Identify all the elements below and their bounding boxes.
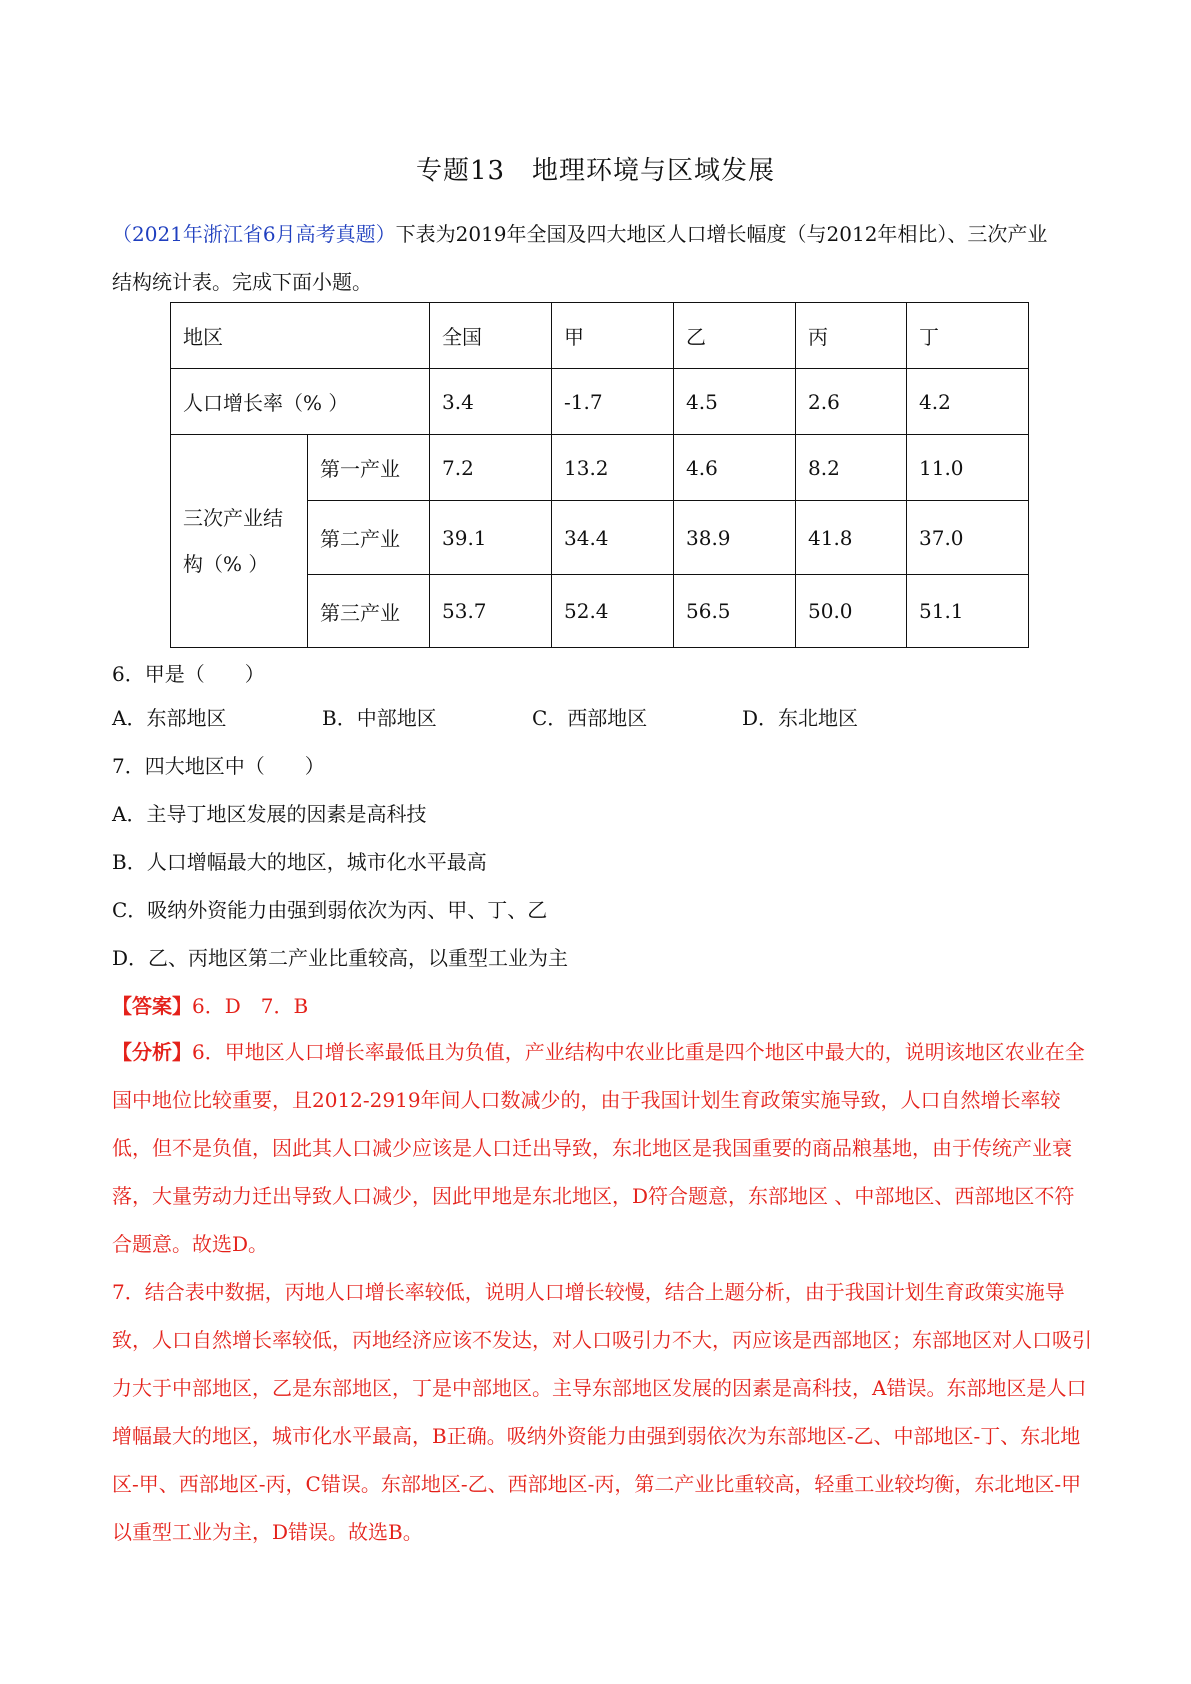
header-cell: 甲 bbox=[552, 303, 674, 369]
table-cell: 34.4 bbox=[552, 501, 674, 575]
row-label: 人口增长率（% ） bbox=[171, 369, 430, 435]
table-cell: 13.2 bbox=[552, 435, 674, 501]
table-cell: 4.5 bbox=[674, 369, 796, 435]
option-d: D．东北地区 bbox=[742, 706, 859, 730]
row-group-label-2: 构（% ） bbox=[183, 552, 269, 576]
table-cell: 4.2 bbox=[907, 369, 1029, 435]
table-header-row bbox=[171, 303, 1029, 369]
option-a: A．东部地区 bbox=[112, 706, 227, 730]
header-cell: 全国 bbox=[430, 303, 552, 369]
page-title: 专题13 地理环境与区域发展 bbox=[415, 156, 776, 186]
table-cell: 4.6 bbox=[674, 435, 796, 501]
answer-line bbox=[112, 990, 308, 1019]
option-c: C．西部地区 bbox=[532, 706, 648, 730]
header-cell: 地区 bbox=[171, 303, 430, 369]
header-cell: 乙 bbox=[674, 303, 796, 369]
table-cell: 7.2 bbox=[430, 435, 552, 501]
question-6-stem: 6．甲是（ ） bbox=[112, 662, 265, 686]
intro-text-1: 下表为2019年全国及四大地区人口增长幅度（与2012年相比）、三次产业 bbox=[395, 222, 1048, 246]
header-cell: 丙 bbox=[796, 303, 907, 369]
table-row bbox=[171, 435, 1029, 501]
answer-label: 【答案】 bbox=[112, 994, 192, 1018]
statistics-table bbox=[170, 302, 1029, 648]
table-cell: 11.0 bbox=[907, 435, 1029, 501]
table-cell: 2.6 bbox=[796, 369, 907, 435]
analysis-paragraph-6 bbox=[112, 1028, 1092, 1268]
option-d: D．乙、丙地区第二产业比重较高，以重型工业为主 bbox=[112, 946, 569, 970]
row-group-label bbox=[171, 435, 308, 648]
analysis-6-text: 6．甲地区人口增长率最低且为负值，产业结构中农业比重是四个地区中最大的，说明该地区农业在全国中地位比较重要，且2012-2919年间人口数减少的，由于我国计划生育政策实施导致，人口自然增长率较低，但不是负值，因此其人口减少应该是人口迁出导致，东北地区是我国重要的商品粮基地，由于传统产业衰落，大量劳动力迁出导致人口减少，因此甲地是东北地区，D符合题意，东部地区 、中部地区、西部地区不符合题意。故选D。 bbox=[112, 1040, 1085, 1256]
intro-line-2: 结构统计表。完成下面小题。 bbox=[112, 270, 372, 294]
answer-text: 6．D 7．B bbox=[192, 994, 309, 1018]
table-cell: 3.4 bbox=[430, 369, 552, 435]
table-cell: -1.7 bbox=[552, 369, 674, 435]
question-7-stem: 7．四大地区中（ ） bbox=[112, 754, 325, 778]
table-cell: 56.5 bbox=[674, 575, 796, 648]
table-cell: 41.8 bbox=[796, 501, 907, 575]
row-label: 第三产业 bbox=[308, 575, 430, 648]
table-cell: 50.0 bbox=[796, 575, 907, 648]
table-cell: 52.4 bbox=[552, 575, 674, 648]
row-group-label-1: 三次产业结 bbox=[183, 506, 283, 530]
table-cell: 38.9 bbox=[674, 501, 796, 575]
option-b: B．中部地区 bbox=[322, 706, 437, 730]
table-cell: 8.2 bbox=[796, 435, 907, 501]
table-cell: 39.1 bbox=[430, 501, 552, 575]
intro-line-1 bbox=[112, 218, 1047, 247]
analysis-label: 【分析】 bbox=[112, 1040, 192, 1064]
table-cell: 37.0 bbox=[907, 501, 1029, 575]
row-label: 第一产业 bbox=[308, 435, 430, 501]
option-c: C．吸纳外资能力由强到弱依次为丙、甲、丁、乙 bbox=[112, 898, 548, 922]
row-label: 第二产业 bbox=[308, 501, 430, 575]
option-a: A．主导丁地区发展的因素是高科技 bbox=[112, 802, 427, 826]
analysis-paragraph-7: 7．结合表中数据，丙地人口增长率较低，说明人口增长较慢，结合上题分析，由于我国计划生育政策实施导致，人口自然增长率较低，丙地经济应该不发达，对人口吸引力不大，丙应该是西部地区；东部地区对人口吸引力大于中部地区，乙是东部地区，丁是中部地区。主导东部地区发展的因素是高科技，A错误。东部地区是人口增幅最大的地区，城市化水平最高，B正确。吸纳外资能力由强到弱依次为东部地区-乙、中部地区-丁、东北地区-甲、西部地区-丙，C错误。东部地区-乙、西部地区-丙，第二产业比重较高，轻重工业较均衡，东北地区-甲以重型工业为主，D错误。故选B。 bbox=[112, 1280, 1092, 1544]
question-source: （2021年浙江省6月高考真题） bbox=[112, 222, 396, 246]
table-cell: 53.7 bbox=[430, 575, 552, 648]
header-cell: 丁 bbox=[907, 303, 1029, 369]
option-b: B．人口增幅最大的地区，城市化水平最高 bbox=[112, 850, 487, 874]
table-cell: 51.1 bbox=[907, 575, 1029, 648]
table-row bbox=[171, 369, 1029, 435]
